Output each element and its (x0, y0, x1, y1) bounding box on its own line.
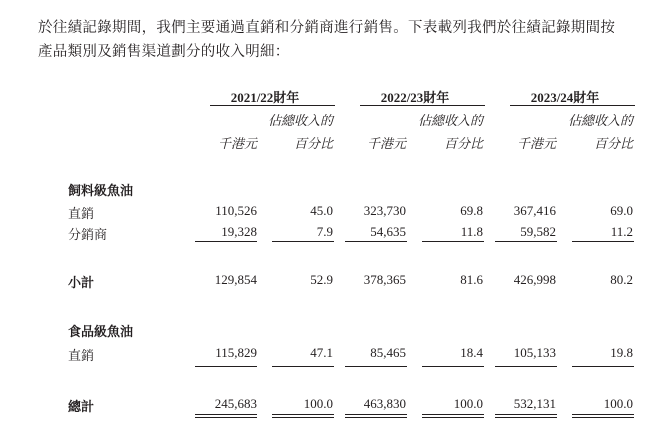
total-double-rule (422, 414, 484, 415)
total-double-rule (422, 417, 484, 418)
pct-header-line2-fy2324: 百分比 (593, 137, 633, 152)
total-rule (272, 366, 334, 367)
cell: 85,465 (370, 345, 406, 360)
cell: 11.8 (460, 224, 483, 239)
cell: 18.4 (460, 345, 483, 360)
total-rule (495, 366, 557, 367)
total-rule (422, 366, 484, 367)
cell: 59,582 (520, 224, 556, 239)
year-header-fy2324: 2023/24財年 (530, 90, 600, 105)
subtotal-rule (495, 241, 557, 242)
cell: 69.0 (610, 203, 633, 218)
subtotal-rule (195, 241, 257, 242)
cell: 11.2 (610, 224, 633, 239)
row-label-direct-sales: 直銷 (68, 349, 95, 364)
cell: 100.0 (603, 396, 633, 411)
cell: 426,998 (513, 272, 556, 287)
amount-unit-header-fy2324: 千港元 (516, 137, 556, 152)
total-double-rule (345, 414, 407, 415)
amount-unit-header-fy2223: 千港元 (366, 137, 406, 152)
cell: 19.8 (610, 345, 633, 360)
section-title-feed-grade: 飼料級魚油 (68, 184, 134, 199)
pct-header-line2-fy2223: 百分比 (443, 137, 483, 152)
year-header-fy2122: 2021/22財年 (230, 90, 300, 105)
cell: 115,829 (215, 345, 257, 360)
cell: 463,830 (363, 396, 406, 411)
intro-line-2: 產品類別及銷售渠道劃分的收入明細： (38, 44, 290, 60)
cell: 54,635 (370, 224, 406, 239)
cell: 323,730 (363, 203, 406, 218)
cell: 52.9 (310, 272, 333, 287)
total-double-rule (195, 417, 257, 418)
year-underline-fy2122 (210, 105, 335, 106)
total-double-rule (572, 414, 634, 415)
total-label: 總計 (68, 400, 95, 415)
total-double-rule (272, 414, 334, 415)
pct-header-line2-fy2122: 百分比 (293, 137, 333, 152)
year-underline-fy2324 (510, 105, 635, 106)
cell: 47.1 (310, 345, 333, 360)
pct-header-line1-fy2122: 佔總收入的 (267, 114, 333, 129)
cell: 245,683 (214, 396, 257, 411)
year-header-fy2223: 2022/23財年 (380, 90, 450, 105)
total-double-rule (495, 414, 557, 415)
subtotal-rule (422, 241, 484, 242)
cell: 129,854 (214, 272, 257, 287)
cell: 19,328 (221, 224, 257, 239)
year-underline-fy2223 (360, 105, 485, 106)
cell: 532,131 (513, 396, 556, 411)
section-title-food-grade: 食品級魚油 (68, 325, 134, 340)
row-label-direct-sales: 直銷 (68, 207, 95, 222)
cell: 100.0 (303, 396, 333, 411)
total-double-rule (572, 417, 634, 418)
cell: 100.0 (453, 396, 483, 411)
cell: 45.0 (310, 203, 333, 218)
total-double-rule (195, 414, 257, 415)
cell: 81.6 (460, 272, 483, 287)
total-double-rule (495, 417, 557, 418)
total-rule (572, 366, 634, 367)
pct-header-line1-fy2223: 佔總收入的 (417, 114, 483, 129)
pct-header-line1-fy2324: 佔總收入的 (567, 114, 633, 129)
total-rule (195, 366, 257, 367)
subtotal-rule (272, 241, 334, 242)
subtotal-label: 小計 (68, 276, 95, 291)
cell: 105,133 (513, 345, 556, 360)
cell: 80.2 (610, 272, 633, 287)
total-double-rule (345, 417, 407, 418)
subtotal-rule (345, 241, 407, 242)
subtotal-rule (572, 241, 634, 242)
amount-unit-header-fy2122: 千港元 (217, 137, 257, 152)
cell: 367,416 (513, 203, 556, 218)
cell: 7.9 (316, 224, 333, 239)
intro-line-1: 於往績記錄期間，我們主要通過直銷和分銷商進行銷售。下表載列我們於往績記錄期間按 (38, 20, 616, 36)
cell: 110,526 (215, 203, 257, 218)
total-double-rule (272, 417, 334, 418)
row-label-distributors: 分銷商 (68, 228, 108, 243)
cell: 69.8 (460, 203, 483, 218)
cell: 378,365 (363, 272, 406, 287)
total-rule (345, 366, 407, 367)
